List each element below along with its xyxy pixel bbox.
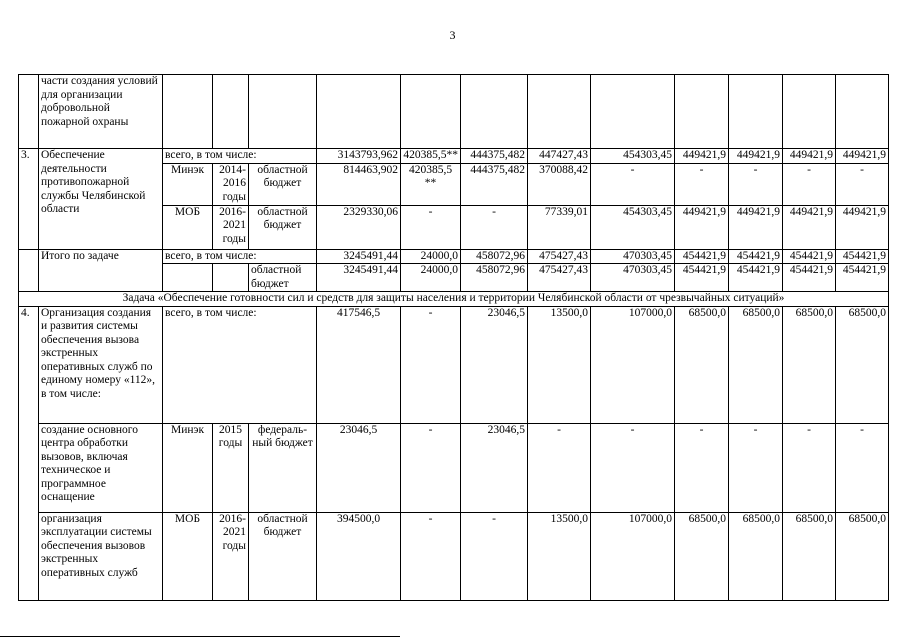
value-cell: 449421,9 bbox=[729, 205, 783, 249]
value-cell: 454421,9 bbox=[729, 264, 783, 292]
period: 2016-2021 годы bbox=[213, 205, 249, 249]
row-name: создание основного центра обработки вызовов, включая техническое и программное оснащение bbox=[39, 423, 163, 512]
value-cell: 3245491,44 bbox=[317, 249, 401, 264]
value-cell: 449421,9 bbox=[783, 149, 836, 164]
value-cell: 394500,0 bbox=[317, 512, 401, 600]
value-cell: 449421,9 bbox=[783, 205, 836, 249]
value-cell: 13500,0 bbox=[528, 306, 591, 423]
value-cell: 454421,9 bbox=[675, 264, 729, 292]
funding-source: областной бюджет bbox=[249, 163, 317, 205]
value-cell: 454421,9 bbox=[836, 264, 889, 292]
value-cell: 68500,0 bbox=[729, 306, 783, 423]
value-cell: - bbox=[836, 423, 889, 512]
row-number: 4. bbox=[19, 306, 39, 600]
row-name: Итого по задаче bbox=[39, 249, 163, 292]
value-cell: 444375,482 bbox=[461, 163, 528, 205]
value-cell: 370088,42 bbox=[528, 163, 591, 205]
table-row bbox=[19, 512, 889, 600]
value-cell: - bbox=[729, 163, 783, 205]
value-cell: - bbox=[461, 512, 528, 600]
value-cell: 68500,0 bbox=[675, 306, 729, 423]
value-cell: 420385,5** bbox=[401, 149, 461, 164]
value-cell: 449421,9 bbox=[729, 149, 783, 164]
table-row bbox=[19, 423, 889, 512]
value-cell: - bbox=[401, 205, 461, 249]
value-cell: - bbox=[783, 423, 836, 512]
row-name: Обеспечение деятельности противопожарной службы Челябинской области bbox=[39, 149, 163, 250]
value-cell: - bbox=[401, 423, 461, 512]
value-cell: 475427,43 bbox=[528, 249, 591, 264]
value-cell: 24000,0 bbox=[401, 249, 461, 264]
total-label: всего, в том числе: bbox=[163, 249, 317, 264]
value-cell: 107000,0 bbox=[591, 512, 675, 600]
value-cell: 454303,45 bbox=[591, 205, 675, 249]
row-number bbox=[19, 75, 39, 149]
value-cell: 449421,9 bbox=[675, 149, 729, 164]
value-cell: 23046,5 bbox=[461, 306, 528, 423]
value-cell: 449421,9 bbox=[836, 205, 889, 249]
value-cell: 107000,0 bbox=[591, 306, 675, 423]
value-cell: 68500,0 bbox=[836, 306, 889, 423]
value-cell: 447427,43 bbox=[528, 149, 591, 164]
value-cell: 449421,9 bbox=[836, 149, 889, 164]
row-name: Организация создания и развития системы обеспечения вызова экстренных оперативных служб по единому номеру «112», в том числе: bbox=[39, 306, 163, 423]
footer-rule bbox=[0, 636, 400, 637]
value-cell: 454421,9 bbox=[729, 249, 783, 264]
value-cell: 3143793,962 bbox=[317, 149, 401, 164]
funding-source: областной бюджет bbox=[249, 205, 317, 249]
funding-source: областной бюджет bbox=[249, 264, 317, 292]
value-cell: 454303,45 bbox=[591, 149, 675, 164]
value-cell: 475427,43 bbox=[528, 264, 591, 292]
value-cell: - bbox=[401, 306, 461, 423]
table-row bbox=[19, 306, 889, 423]
page-number: 3 bbox=[449, 28, 456, 42]
value-cell: 68500,0 bbox=[836, 512, 889, 600]
value-cell: 458072,96 bbox=[461, 264, 528, 292]
period: 2016-2021 годы bbox=[213, 512, 249, 600]
table-row bbox=[19, 149, 889, 164]
task-heading: Задача «Обеспечение готовности сил и средств для защиты населения и территории Челябинской области от чрезвычайных ситуаций» bbox=[19, 292, 889, 307]
value-cell: 454421,9 bbox=[836, 249, 889, 264]
row-name: части создания условий для организации добровольной пожарной охраны bbox=[39, 75, 163, 149]
value-cell: 68500,0 bbox=[783, 306, 836, 423]
value-cell: 77339,01 bbox=[528, 205, 591, 249]
executor: Минэк bbox=[163, 163, 213, 205]
value-cell: 2329330,06 bbox=[317, 205, 401, 249]
value-cell: - bbox=[591, 163, 675, 205]
executor: Минэк bbox=[163, 423, 213, 512]
value-cell: 3245491,44 bbox=[317, 264, 401, 292]
value-cell: - bbox=[729, 423, 783, 512]
value-cell: - bbox=[836, 163, 889, 205]
period: 2015 годы bbox=[213, 423, 249, 512]
value-cell: 814463,902 bbox=[317, 163, 401, 205]
value-cell: 68500,0 bbox=[783, 512, 836, 600]
total-label: всего, в том числе: bbox=[163, 149, 317, 164]
value-cell: - bbox=[675, 163, 729, 205]
value-cell: 417546,5 bbox=[317, 306, 401, 423]
value-cell: 454421,9 bbox=[783, 249, 836, 264]
period: 2014-2016 годы bbox=[213, 163, 249, 205]
total-label: всего, в том числе: bbox=[163, 306, 317, 423]
budget-table bbox=[18, 74, 889, 601]
value-cell: 470303,45 bbox=[591, 249, 675, 264]
value-cell: 454421,9 bbox=[675, 249, 729, 264]
funding-source: областной бюджет bbox=[249, 512, 317, 600]
table-row bbox=[19, 249, 889, 264]
executor: МОБ bbox=[163, 205, 213, 249]
value-cell: 470303,45 bbox=[591, 264, 675, 292]
value-cell: 454421,9 bbox=[783, 264, 836, 292]
table-row bbox=[19, 292, 889, 307]
value-cell: 13500,0 bbox=[528, 512, 591, 600]
value-cell: - bbox=[783, 163, 836, 205]
value-cell: 444375,482 bbox=[461, 149, 528, 164]
value-cell: - bbox=[401, 512, 461, 600]
value-cell: 23046,5 bbox=[317, 423, 401, 512]
value-cell: 23046,5 bbox=[461, 423, 528, 512]
value-cell: - bbox=[528, 423, 591, 512]
value-cell: 458072,96 bbox=[461, 249, 528, 264]
value-cell: 68500,0 bbox=[729, 512, 783, 600]
value-cell: 420385,5 ** bbox=[401, 163, 461, 205]
value-cell: 68500,0 bbox=[675, 512, 729, 600]
table-row bbox=[19, 75, 889, 149]
funding-source: федераль-ный бюджет bbox=[249, 423, 317, 512]
row-number: 3. bbox=[19, 149, 39, 250]
value-cell: - bbox=[591, 423, 675, 512]
value-cell: - bbox=[675, 423, 729, 512]
value-cell: 24000,0 bbox=[401, 264, 461, 292]
row-name: организация эксплуатации системы обеспечения вызовов экстренных оперативных служб bbox=[39, 512, 163, 600]
value-cell: 449421,9 bbox=[675, 205, 729, 249]
value-cell: - bbox=[461, 205, 528, 249]
executor: МОБ bbox=[163, 512, 213, 600]
